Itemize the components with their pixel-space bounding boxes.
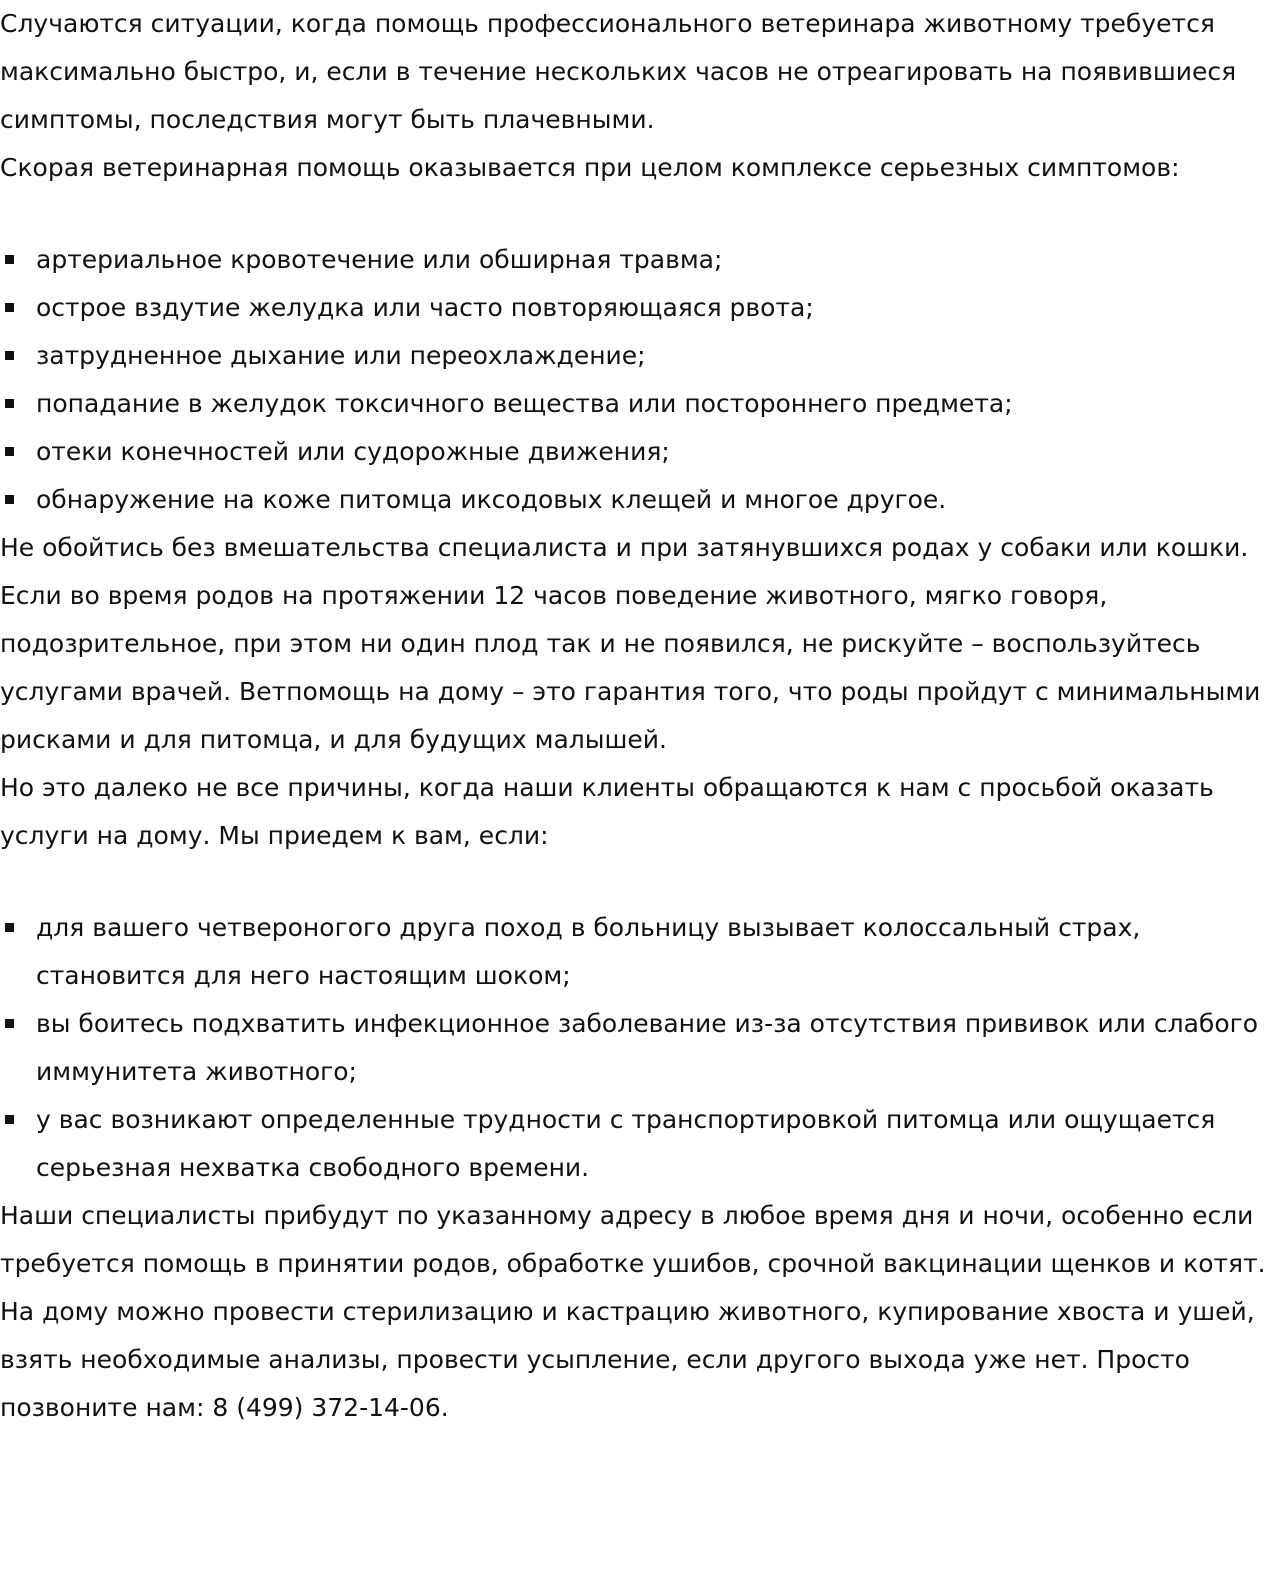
bullet-square-icon [5,255,14,264]
bullet-square-icon [5,495,14,504]
list-item-text: обнаружение на коже питомца иксодовых клещей и многое другое. [36,485,947,514]
list-item [0,1000,1270,1096]
list-item [0,428,1270,476]
bullet-square-icon [5,399,14,408]
list-item-text: артериальное кровотечение или обширная травма; [36,245,723,274]
reasons-intro-paragraph: Но это далеко не все причины, когда наши клиенты обращаются к нам с просьбой оказать услуги на дому. Мы приедем к вам, если: [0,773,1214,850]
bullet-square-icon [5,351,14,360]
intro-paragraph: Случаются ситуации, когда помощь профессионального ветеринара животному требуется максимально быстро, и, если в течение нескольких часов не отреагировать на появившиеся симптомы, последствия могут быть плачевными. [0,9,1237,134]
list-item-text: отеки конечностей или судорожные движения; [36,437,670,466]
list-item-text: затрудненное дыхание или переохлаждение; [36,341,646,370]
list-item [0,904,1270,1000]
list-item-text: попадание в желудок токсичного вещества или постороннего предмета; [36,389,1013,418]
list-item-text: вы боитесь подхватить инфекционное заболевание из-за отсутствия прививок или слабого иммунитета животного; [36,1009,1259,1086]
symptoms-intro-paragraph: Скорая ветеринарная помощь оказывается при целом комплексе серьезных симптомов: [0,153,1180,182]
bullet-square-icon [5,1019,14,1028]
list-item [0,1096,1270,1192]
list-item [0,380,1270,428]
list-item-text: острое вздутие желудка или часто повторяющаяся рвота; [36,293,814,322]
services-paragraph: Наши специалисты прибудут по указанному адресу в любое время дня и ночи, особенно если требуется помощь в принятии родов, обработке ушибов, срочной вакцинации щенков и котят. На дому можно провести стерилизацию и кастрацию животного, купирование хвоста и ушей, взять необходимые анализы, провести усыпление, если другого выхода уже нет. Просто позвоните нам: 8 (499) 372-14-06. [0,1201,1266,1422]
childbirth-paragraph: Не обойтись без вмешательства специалиста и при затянувшихся родах у собаки или кошки. Если во время родов на протяжении 12 часов поведение животного, мягко говоря, подозрительное, при этом ни один плод так и не появился, не рискуйте – воспользуйтесь услугами врачей. Ветпомощь на дому – это гарантия того, что роды пройдут с минимальными рисками и для питомца, и для будущих малышей. [0,533,1261,754]
list-item-text: для вашего четвероногого друга поход в больницу вызывает колоссальный страх, становится для него настоящим шоком; [36,913,1141,990]
symptoms-list [0,236,1270,524]
bullet-square-icon [5,447,14,456]
list-item [0,284,1270,332]
bullet-square-icon [5,1115,14,1124]
list-item-text: у вас возникают определенные трудности с транспортировкой питомца или ощущается серьезная нехватка свободного времени. [36,1105,1216,1182]
bullet-square-icon [5,303,14,312]
bullet-square-icon [5,923,14,932]
list-item [0,476,1270,524]
list-item [0,332,1270,380]
reasons-list [0,904,1270,1192]
list-item [0,236,1270,284]
